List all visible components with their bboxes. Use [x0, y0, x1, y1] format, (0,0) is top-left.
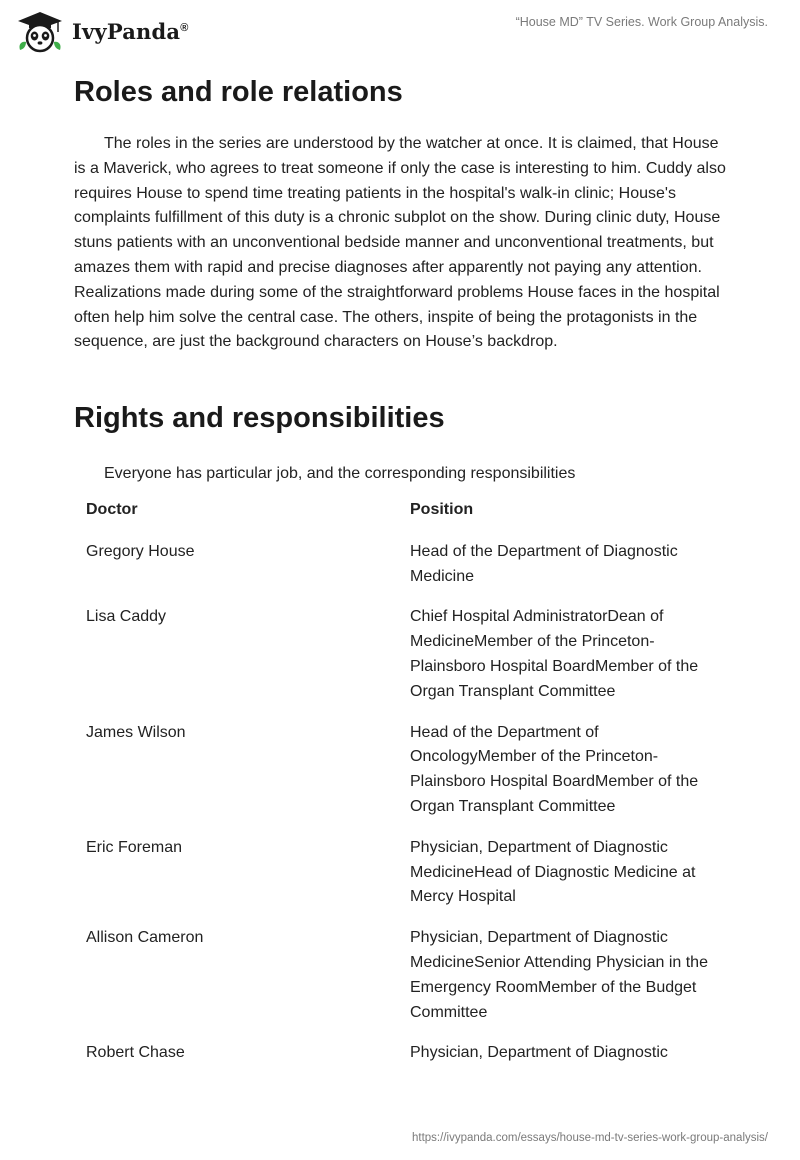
document-title: “House MD” TV Series. Work Group Analysis.	[515, 15, 768, 29]
doctor-cell: Robert Chase	[86, 1044, 185, 1062]
rights-intro: Everyone has particular job, and the corresponding responsibilities	[104, 465, 576, 482]
doctor-position-table	[74, 498, 734, 1082]
ivypanda-logo[interactable]	[14, 8, 189, 54]
position-cell: Physician, Department of Diagnostic MedicineSenior Attending Physician in the Emergency RoomMember of the Budget Committee	[410, 929, 708, 1021]
panda-graduation-icon	[14, 8, 66, 54]
table-row	[74, 540, 734, 606]
doctor-cell: Allison Cameron	[86, 929, 204, 947]
section-heading-roles: Roles and role relations	[74, 76, 403, 108]
table-header-row	[74, 498, 734, 540]
table-row	[74, 926, 734, 1041]
doctor-cell: Gregory House	[86, 542, 195, 560]
table-row	[74, 605, 734, 720]
column-header-position: Position	[410, 501, 474, 518]
column-header-doctor: Doctor	[86, 501, 138, 518]
table-row	[74, 721, 734, 836]
position-cell: Head of the Department of Diagnostic Medicine	[410, 542, 678, 585]
doctor-cell: Lisa Caddy	[86, 608, 167, 626]
roles-paragraph: The roles in the series are understood by the watcher at once. It is claimed, that House is a Maverick, who agrees to treat someone if only the case is interesting to him. Cuddy also requires House to spend time treating patients in the hospital's walk-in clinic; House's complaints fulfillment of this duty is a chronic subplot on the show. During clinic duty, House stuns patients with an unconventional bedside manner and unconventional treatments, but amazes them with rapid and precise diagnoses after apparently not paying any attention. Realizations made during some of the straightforward problems House faces in the hospital often help him solve the central case. The others, inspite of being the protagonists in the sequence, are just the background characters on House’s backdrop.	[74, 135, 726, 351]
page-header	[0, 0, 800, 70]
source-url[interactable]: https://ivypanda.com/essays/house-md-tv-series-work-group-analysis/	[412, 1132, 768, 1144]
section-heading-rights: Rights and responsibilities	[74, 402, 445, 434]
position-cell: Physician, Department of Diagnostic	[410, 1044, 668, 1062]
doctor-cell: Eric Foreman	[86, 838, 183, 856]
position-cell: Physician, Department of Diagnostic MedicineHead of Diagnostic Medicine at Mercy Hospital	[410, 838, 696, 906]
position-cell: Head of the Department of OncologyMember of the Princeton-Plainsboro Hospital BoardMember of the Organ Transplant Committee	[410, 723, 699, 815]
doctor-cell: James Wilson	[86, 723, 186, 741]
position-cell: Chief Hospital AdministratorDean of MedicineMember of the Princeton-Plainsboro Hospital BoardMember of the Organ Transplant Committee	[410, 608, 699, 700]
logo-wordmark: IvyPanda®	[72, 18, 189, 44]
table-row	[74, 1041, 734, 1082]
table-row	[74, 836, 734, 926]
